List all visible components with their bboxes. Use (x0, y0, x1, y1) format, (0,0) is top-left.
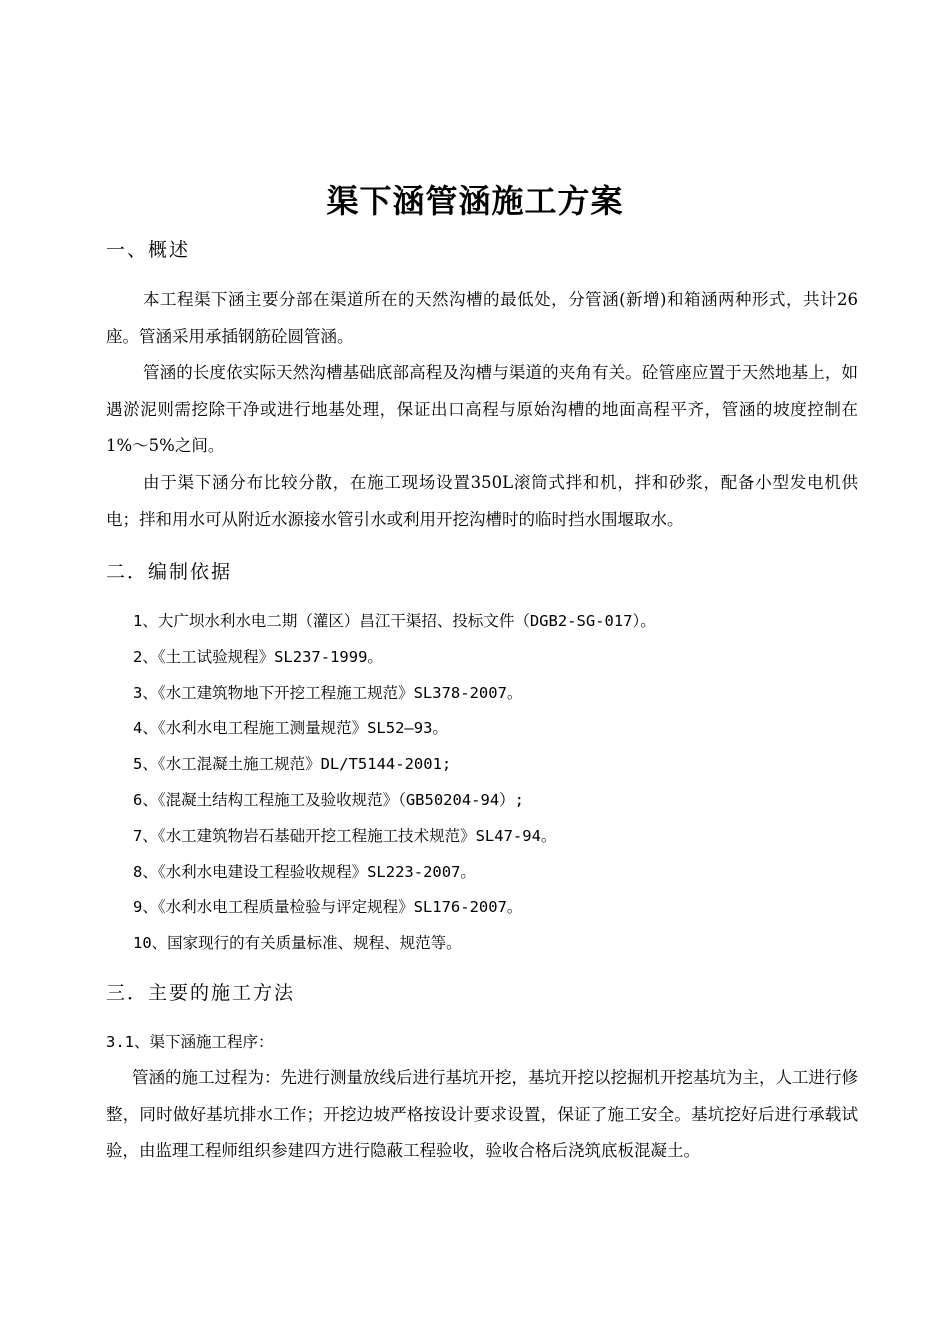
procedure-paragraph: 管涵的施工过程为：先进行测量放线后进行基坑开挖，基坑开挖以挖掘机开挖基坑为主，人工进行修整，同时做好基坑排水工作；开挖边坡严格按设计要求设置，保证了施工安全。基坑挖好后进行承载试验，由监理工程师组织参建四方进行隐蔽工程验收，验收合格后浇筑底板混凝土。 (106, 1068, 858, 1160)
overview-paragraph-3: 由于渠下涵分布比较分散，在施工现场设置350L滚筒式拌和机，拌和砂浆，配备小型发电机供电；拌和用水可从附近水源接水管引水或利用开挖沟槽时的临时挡水围堰取水。 (106, 473, 858, 529)
section-heading-overview: 一、概述 (106, 239, 191, 261)
reference-item: 9、《水利水电工程质量检验与评定规程》SL176-2007。 (133, 898, 523, 917)
reference-item: 10、国家现行的有关质量标准、规程、规范等。 (133, 934, 462, 953)
reference-item: 7、《水工建筑物岩石基础开挖工程施工技术规范》SL47-94。 (133, 826, 557, 845)
reference-item: 3、《水工建筑物地下开挖工程施工规范》SL378-2007。 (133, 683, 523, 702)
reference-item: 8、《水利水电建设工程验收规程》SL223-2007。 (133, 862, 476, 881)
subsection-heading-procedure: 3.1、渠下涵施工程序： (106, 1033, 274, 1051)
reference-item: 1、大广坝水利水电二期（灌区）昌江干渠招、投标文件（DGB2-SG-017）。 (133, 612, 656, 630)
reference-item: 2、《土工试验规程》SL237-1999。 (133, 647, 383, 666)
reference-item: 4、《水利水电工程施工测量规范》SL52—93。 (133, 719, 448, 738)
reference-list (133, 604, 853, 962)
section-heading-basis: 二．编制依据 (106, 561, 233, 583)
section-heading-methods: 三．主要的施工方法 (106, 982, 296, 1004)
reference-item: 5、《水工混凝土施工规范》DL/T5144-2001; (133, 755, 452, 774)
overview-paragraph-1: 本工程渠下涵主要分部在渠道所在的天然沟槽的最低处，分管涵(新增)和箱涵两种形式，共计26座。管涵采用承插钢筋砼圆管涵。 (106, 290, 858, 346)
document-title: 渠下涵管涵施工方案 (326, 182, 624, 220)
overview-paragraph-2: 管涵的长度依实际天然沟槽基础底部高程及沟槽与渠道的夹角有关。砼管座应置于天然地基上，如遇淤泥则需挖除干净或进行地基处理，保证出口高程与原始沟槽的地面高程平齐，管涵的坡度控制在1%～5%之间。 (106, 363, 858, 455)
reference-item: 6、《混凝土结构工程施工及验收规范》（GB50204-94）; (133, 790, 524, 809)
